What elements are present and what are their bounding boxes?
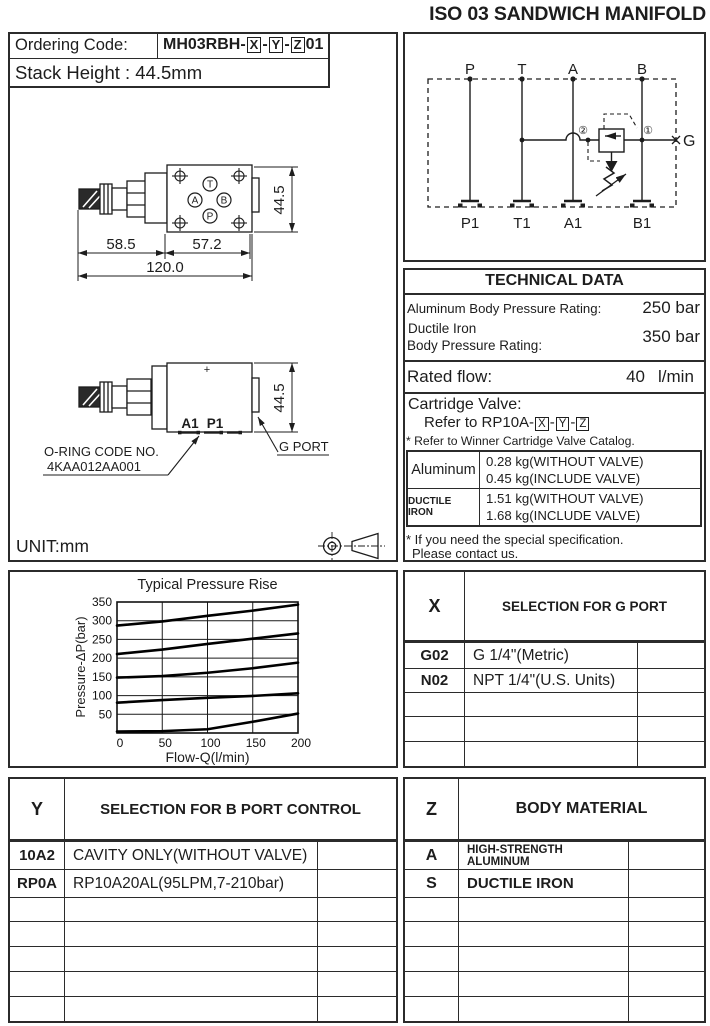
weight-material-iron: DUCTILE IRON xyxy=(408,489,480,526)
table-cell-extra xyxy=(629,897,704,921)
table-cell-code: 10A2 xyxy=(10,841,65,869)
dim-57-2: 57.2 xyxy=(192,236,222,253)
selection-table-x xyxy=(403,570,706,768)
table-cell-extra xyxy=(318,841,396,869)
table-cell-extra xyxy=(318,996,396,1021)
ordering-code-value-cell xyxy=(158,32,330,59)
relief-valve-box xyxy=(599,129,624,152)
weight-material-aluminum: Aluminum xyxy=(408,452,480,489)
dim-44-5-top: 44.5 xyxy=(271,185,288,215)
cartridge-refer-line xyxy=(424,414,590,431)
circuit-label-p1: P1 xyxy=(460,215,480,232)
side-label-a1: A1 xyxy=(181,416,199,431)
table-cell-extra xyxy=(629,971,704,996)
table-cell-desc xyxy=(459,921,629,946)
table-cell-code xyxy=(405,897,459,921)
ordering-code-sep1: - xyxy=(262,36,268,53)
tech-footnote-line1: * If you need the special specification. xyxy=(406,532,624,547)
valve-flange xyxy=(145,173,167,223)
ordering-code-label: Ordering Code: xyxy=(15,35,128,54)
port-label-p: P xyxy=(206,211,214,223)
y-code-header: Y xyxy=(10,779,65,841)
circuit-label-b: B xyxy=(636,61,648,78)
table-cell-extra xyxy=(638,642,704,668)
rated-flow-label: Rated flow: xyxy=(407,367,493,386)
circuit-label-t: T xyxy=(517,61,527,78)
svg-text:0: 0 xyxy=(116,736,124,750)
dim-44-5-side: 44.5 xyxy=(271,383,288,413)
ordering-code-sep2: - xyxy=(284,36,290,53)
table-cell-desc xyxy=(459,946,629,971)
side-view-drawing xyxy=(79,363,259,434)
table-cell-code xyxy=(10,971,65,996)
table-cell-desc xyxy=(65,921,318,946)
table-cell-code xyxy=(405,996,459,1021)
chart-ylabel: Pressure-ΔP(bar) xyxy=(73,616,88,718)
z-title-header: BODY MATERIAL xyxy=(459,779,704,841)
table-cell-extra xyxy=(318,897,396,921)
circuit-boundary xyxy=(428,79,676,207)
g-port-leader-label: G PORT xyxy=(279,439,329,454)
pressure-rating-aluminum-label: Aluminum Body Pressure Rating: xyxy=(407,301,602,316)
table-cell-code xyxy=(405,716,465,741)
svg-text:100: 100 xyxy=(200,736,221,750)
table-cell-extra xyxy=(629,946,704,971)
unit-label: UNIT:mm xyxy=(16,536,89,556)
table-cell-desc: DUCTILE IRON xyxy=(459,869,629,897)
page-title: ISO 03 SANDWICH MANIFOLD xyxy=(429,3,706,25)
adjust-arrow xyxy=(596,174,626,196)
table-cell-code: S xyxy=(405,869,459,897)
x-code-header: X xyxy=(405,572,465,642)
table-cell-desc xyxy=(459,996,629,1021)
table-cell-desc: G 1/4"(Metric) xyxy=(465,642,638,668)
ordering-code-label-cell xyxy=(8,32,158,59)
table-cell-extra xyxy=(318,946,396,971)
valve-technical-drawing xyxy=(8,88,398,562)
weight-values-iron: 1.51 kg(WITHOUT VALVE) 1.68 kg(INCLUDE VALVE) xyxy=(486,490,644,523)
table-cell-extra xyxy=(629,869,704,897)
table-cell-desc xyxy=(465,716,638,741)
x-title-header: SELECTION FOR G PORT xyxy=(465,572,704,642)
port-label-a: A xyxy=(191,195,199,207)
plus-mark: + xyxy=(203,364,211,376)
svg-text:50: 50 xyxy=(158,736,172,750)
table-cell-code xyxy=(405,971,459,996)
pressure-rise-chart xyxy=(8,570,398,768)
chart-title: Typical Pressure Rise xyxy=(137,577,278,593)
table-cell-desc: RP10A20AL(95LPM,7-210bar) xyxy=(65,869,318,897)
svg-text:350: 350 xyxy=(91,595,112,609)
dim-58-5: 58.5 xyxy=(106,236,136,253)
ordering-code-suffix: 01 xyxy=(305,36,324,53)
weight-values-aluminum: 0.28 kg(WITHOUT VALVE) 0.45 kg(INCLUDE VALVE) xyxy=(480,452,700,489)
svg-text:200: 200 xyxy=(290,736,312,750)
cartridge-box-x: X xyxy=(535,417,549,431)
pilot-dashed-left xyxy=(588,142,600,161)
table-cell-desc xyxy=(65,996,318,1021)
table-cell-extra xyxy=(638,668,704,692)
oring-note-line1: O-RING CODE NO. xyxy=(44,444,159,459)
table-cell-code xyxy=(405,741,465,766)
pressure-rating-iron-value: 350 bar xyxy=(642,327,700,346)
table-cell-code xyxy=(10,921,65,946)
selection-table-z xyxy=(403,777,706,1023)
table-cell-extra xyxy=(318,971,396,996)
svg-text:150: 150 xyxy=(245,736,266,750)
port-label-t: T xyxy=(206,179,214,191)
circuit-label-b1: B1 xyxy=(632,215,652,232)
cartridge-note: * Refer to Winner Cartridge Valve Catalog. xyxy=(406,434,635,448)
svg-text:150: 150 xyxy=(91,669,112,684)
svg-text:100: 100 xyxy=(91,688,112,703)
svg-text:250: 250 xyxy=(91,632,112,647)
table-cell-code xyxy=(405,921,459,946)
g-port-boss xyxy=(252,178,259,212)
table-cell-desc xyxy=(65,946,318,971)
stack-height-cell xyxy=(8,59,330,88)
technical-data-header: TECHNICAL DATA xyxy=(485,272,624,289)
cartridge-box-z: Z xyxy=(576,417,589,431)
circuit-label-a: A xyxy=(567,61,579,78)
side-label-p1: P1 xyxy=(206,416,224,431)
table-cell-code xyxy=(405,946,459,971)
table-cell-desc xyxy=(459,971,629,996)
rated-flow-unit: l/min xyxy=(658,367,694,386)
pressure-rating-iron-label1: Ductile Iron xyxy=(408,321,477,336)
table-cell-extra xyxy=(629,921,704,946)
tech-footnote-line2: Please contact us. xyxy=(412,546,519,561)
chart-xlabel: Flow-Q(l/min) xyxy=(165,748,250,765)
projection-symbol-icon xyxy=(318,532,385,560)
circuit-label-g: G xyxy=(683,133,696,150)
selection-table-y xyxy=(8,777,398,1023)
table-cell-code xyxy=(10,897,65,921)
cartridge-sep1: - xyxy=(549,414,555,431)
table-cell-code: N02 xyxy=(405,668,465,692)
pressure-rating-aluminum-value: 250 bar xyxy=(642,298,700,317)
table-cell-desc: HIGH-STRENGTH ALUMINUM xyxy=(459,841,629,869)
table-cell-desc: NPT 1/4"(U.S. Units) xyxy=(465,668,638,692)
pilot-dashed-top xyxy=(604,114,637,129)
table-cell-code xyxy=(405,692,465,716)
table-cell-code xyxy=(10,946,65,971)
table-cell-desc xyxy=(465,741,638,766)
cartridge-sep2: - xyxy=(570,414,576,431)
weight-table xyxy=(406,450,702,527)
svg-text:200: 200 xyxy=(91,651,112,666)
g-port-boss-side xyxy=(252,378,259,412)
ordering-code-box-y: Y xyxy=(269,37,284,53)
top-view-drawing xyxy=(79,165,259,232)
table-cell-desc xyxy=(465,692,638,716)
dim-120-0: 120.0 xyxy=(146,259,184,276)
table-cell-extra xyxy=(318,921,396,946)
table-cell-desc xyxy=(65,897,318,921)
pressure-rating-iron-label2: Body Pressure Rating: xyxy=(407,338,543,353)
table-cell-extra xyxy=(318,869,396,897)
oring-note-line2: 4KAA012AA001 xyxy=(47,459,141,474)
table-cell-code: A xyxy=(405,841,459,869)
circuit-marker-2: ② xyxy=(578,125,588,137)
ordering-code-box-x: X xyxy=(247,37,262,53)
table-cell-code: G02 xyxy=(405,642,465,668)
table-cell-desc xyxy=(65,971,318,996)
table-cell-extra xyxy=(629,841,704,869)
cartridge-valve-label: Cartridge Valve: xyxy=(408,396,522,413)
svg-text:50: 50 xyxy=(98,707,112,722)
hydraulic-circuit-diagram xyxy=(403,32,706,262)
circuit-label-a1: A1 xyxy=(563,215,583,232)
y-title-header: SELECTION FOR B PORT CONTROL xyxy=(65,779,396,841)
table-cell-extra xyxy=(629,996,704,1021)
circuit-marker-1: ① xyxy=(643,125,653,137)
table-cell-desc xyxy=(459,897,629,921)
rated-flow-value: 40 xyxy=(626,367,645,386)
table-cell-desc: CAVITY ONLY(WITHOUT VALVE) xyxy=(65,841,318,869)
svg-text:300: 300 xyxy=(91,613,112,628)
port-label-b: B xyxy=(220,195,228,207)
z-code-header: Z xyxy=(405,779,459,841)
table-cell-extra xyxy=(638,741,704,766)
cartridge-box-y: Y xyxy=(556,417,570,431)
table-cell-code: RP0A xyxy=(10,869,65,897)
stack-height-label: Stack Height : 44.5mm xyxy=(15,61,203,83)
ordering-code-prefix: MH03RBH- xyxy=(163,36,246,53)
circuit-label-p: P xyxy=(464,61,476,78)
ordering-code-box-z: Z xyxy=(291,37,305,53)
table-cell-extra xyxy=(638,692,704,716)
table-cell-code xyxy=(10,996,65,1021)
cartridge-refer-prefix: Refer to RP10A- xyxy=(424,414,535,431)
circuit-label-t1: T1 xyxy=(513,215,531,232)
table-cell-extra xyxy=(638,716,704,741)
